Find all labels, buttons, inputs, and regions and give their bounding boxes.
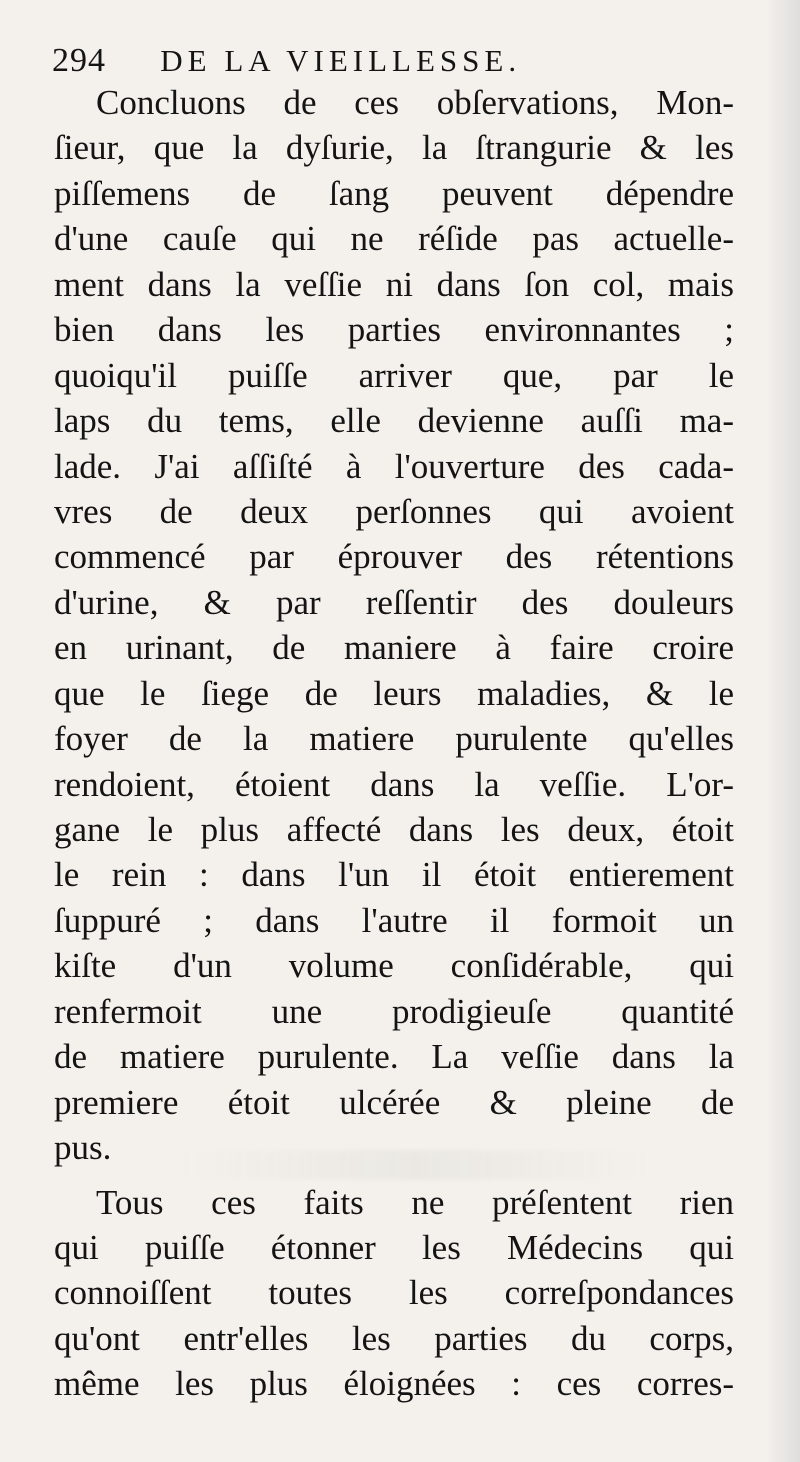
text-line: ment dans la veſſie ni dans ſon col, mais xyxy=(54,264,734,304)
text-line: gane le plus affecté dans les deux, étoit xyxy=(54,810,734,849)
text-line: connoiſſent toutes les correſpondances xyxy=(54,1273,734,1313)
paragraph xyxy=(54,1180,734,1407)
text-line: qu'ont entr'elles les parties du corps, xyxy=(54,1318,734,1358)
text-line: Concluons de ces obſervations, Mon- xyxy=(96,83,734,122)
text-line: en urinant, de maniere à faire croire xyxy=(54,628,734,668)
text-line: même les plus éloignées : ces corres- xyxy=(54,1364,734,1404)
text-line: pus. xyxy=(54,1128,112,1168)
body-text xyxy=(54,80,734,1407)
text-line: bien dans les parties environnantes ; xyxy=(54,310,734,350)
text-line: laps du tems, elle devienne auſſi ma- xyxy=(54,401,734,441)
page-number: 294 xyxy=(52,42,106,79)
bleed-through-shadow xyxy=(180,1150,650,1180)
text-line: kiſte d'un volume conſidérable, qui xyxy=(54,946,734,986)
text-line: d'une cauſe qui ne réſide pas actuelle- xyxy=(54,219,734,259)
text-line: rendoient, étoient dans la veſſie. L'or- xyxy=(54,764,734,804)
text-line: premiere étoit ulcérée & pleine de xyxy=(54,1082,734,1122)
page-edge-shadow xyxy=(766,0,800,1462)
text-line: lade. J'ai aſſiſté à l'ouverture des cada- xyxy=(54,446,734,486)
text-line: de matiere purulente. La veſſie dans la xyxy=(54,1037,734,1077)
text-line: le rein : dans l'un il étoit entierement xyxy=(54,855,734,895)
text-line: ſuppuré ; dans l'autre il formoit un xyxy=(54,900,734,940)
text-line: renfermoit une prodigieuſe quantité xyxy=(54,991,734,1031)
text-line: foyer de la matiere purulente qu'elles xyxy=(54,719,734,759)
paragraph xyxy=(54,80,734,1171)
text-line: commencé par éprouver des rétentions xyxy=(54,537,734,577)
text-line: quoiqu'il puiſſe arriver que, par le xyxy=(54,355,734,395)
text-line: piſſemens de ſang peuvent dépendre xyxy=(54,173,734,213)
running-title: DE LA VIEILLESSE. xyxy=(160,43,522,78)
text-line: d'urine, & par reſſentir des douleurs xyxy=(54,582,734,622)
text-line: vres de deux perſonnes qui avoient xyxy=(54,491,734,531)
text-line: ſieur, que la dyſurie, la ſtrangurie & les xyxy=(54,128,734,168)
page-header xyxy=(52,38,692,84)
text-line: Tous ces faits ne préſentent rien xyxy=(96,1182,734,1222)
text-line: qui puiſſe étonner les Médecins qui xyxy=(54,1227,734,1267)
text-line: que le ſiege de leurs maladies, & le xyxy=(54,673,734,713)
